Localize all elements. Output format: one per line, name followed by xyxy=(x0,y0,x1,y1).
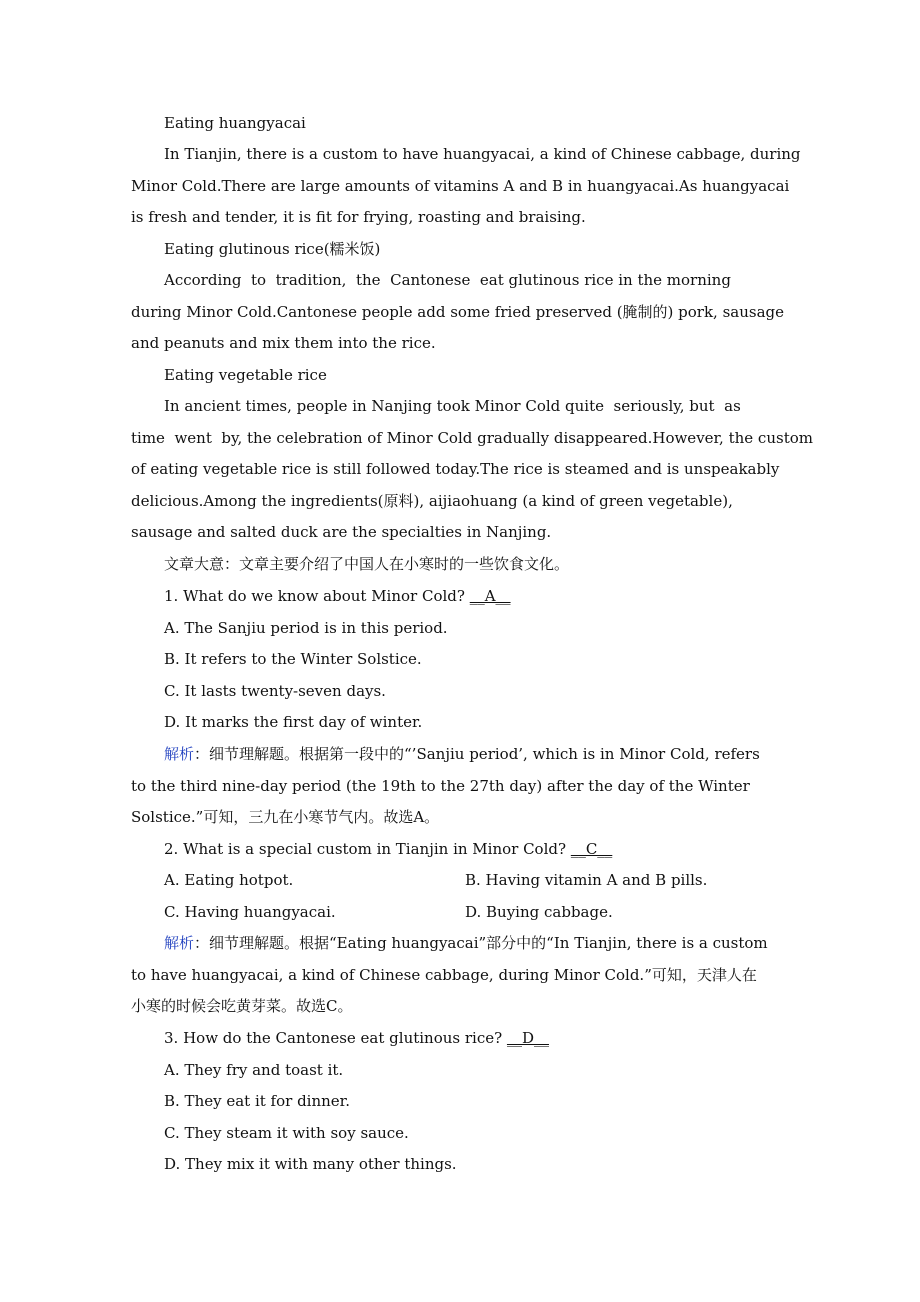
paragraph-line: In Tianjin, there is a custom to have huangyacai, a kind of Chinese cabbage, during xyxy=(164,145,801,163)
paragraph-line: According to tradition, the Cantonese eat glutinous rice in the morning xyxy=(164,271,731,289)
paragraph-line: is fresh and tender, it is fit for frying, roasting and braising. xyxy=(131,208,586,226)
paragraph-line: and peanuts and mix them into the rice. xyxy=(131,334,436,352)
option-c: C. They steam it with soy sauce. xyxy=(164,1124,409,1142)
section-heading-vegetable: Eating vegetable rice xyxy=(164,366,327,384)
answer-blank: __D__ xyxy=(506,1029,549,1047)
option-c: C. It lasts twenty-seven days. xyxy=(164,682,386,700)
analysis-line: to have huangyacai, a kind of Chinese cabbage, during Minor Cold.”可知，天津人在 xyxy=(131,966,757,984)
option-b: B. It refers to the Winter Solstice. xyxy=(164,650,422,668)
option-a: A. They fry and toast it. xyxy=(164,1061,344,1079)
analysis-text: ：细节理解题。根据第一段中的“’Sanjiu period’, which is in Minor Cold, refers xyxy=(194,745,760,763)
analysis-label: 解析 xyxy=(164,745,195,763)
article-summary: 文章大意：文章主要介绍了中国人在小寒时的一些饮食文化。 xyxy=(164,555,570,573)
option-a: A. Eating hotpot. xyxy=(164,871,294,889)
question-stem: 1. What do we know about Minor Cold? xyxy=(164,587,470,605)
paragraph-line: during Minor Cold.Cantonese people add some fried preserved (腌制的) pork, sausage xyxy=(131,303,785,321)
option-c: C. Having huangyacai. xyxy=(164,903,336,921)
answer-blank: __C__ xyxy=(570,840,613,858)
option-b: B. They eat it for dinner. xyxy=(164,1092,350,1110)
section-heading-huangyacai: Eating huangyacai xyxy=(164,114,306,132)
option-d: D. They mix it with many other things. xyxy=(164,1155,457,1173)
option-d: D. Buying cabbage. xyxy=(465,903,613,921)
analysis-label: 解析 xyxy=(164,934,195,952)
question-3 xyxy=(164,1028,549,1048)
question-stem: 3. How do the Cantonese eat glutinous rice? xyxy=(164,1029,507,1047)
paragraph-line: time went by, the celebration of Minor Cold gradually disappeared.However, the custom xyxy=(131,429,813,447)
analysis-line: Solstice.”可知，三九在小寒节气内。故选A。 xyxy=(131,808,440,826)
option-a: A. The Sanjiu period is in this period. xyxy=(164,619,448,637)
paragraph-line: delicious.Among the ingredients(原料), aijiaohuang (a kind of green vegetable), xyxy=(131,492,733,510)
paragraph-line: In ancient times, people in Nanjing took Minor Cold quite seriously, but as xyxy=(164,397,741,415)
option-d: D. It marks the first day of winter. xyxy=(164,713,423,731)
question-2 xyxy=(164,839,612,859)
question-1 xyxy=(164,586,511,606)
question-stem: 2. What is a special custom in Tianjin in Minor Cold? xyxy=(164,840,571,858)
paragraph-line: sausage and salted duck are the specialties in Nanjing. xyxy=(131,523,552,541)
paragraph-line: of eating vegetable rice is still followed today.The rice is steamed and is unspeakably xyxy=(131,460,780,478)
analysis-line: to the third nine-day period (the 19th to the 27th day) after the day of the Winter xyxy=(131,777,750,795)
answer-blank: __A__ xyxy=(469,587,511,605)
analysis-line: 小寒的时候会吃黄芽菜。故选C。 xyxy=(131,997,353,1015)
section-heading-glutinous: Eating glutinous rice(糯米饭) xyxy=(164,240,381,258)
paragraph-line: Minor Cold.There are large amounts of vitamins A and B in huangyacai.As huangyacai xyxy=(131,177,790,195)
analysis-line xyxy=(164,744,760,764)
analysis-line xyxy=(164,933,768,953)
analysis-text: ：细节理解题。根据“Eating huangyacai”部分中的“In Tianjin, there is a custom xyxy=(194,934,768,952)
option-b: B. Having vitamin A and B pills. xyxy=(465,871,708,889)
